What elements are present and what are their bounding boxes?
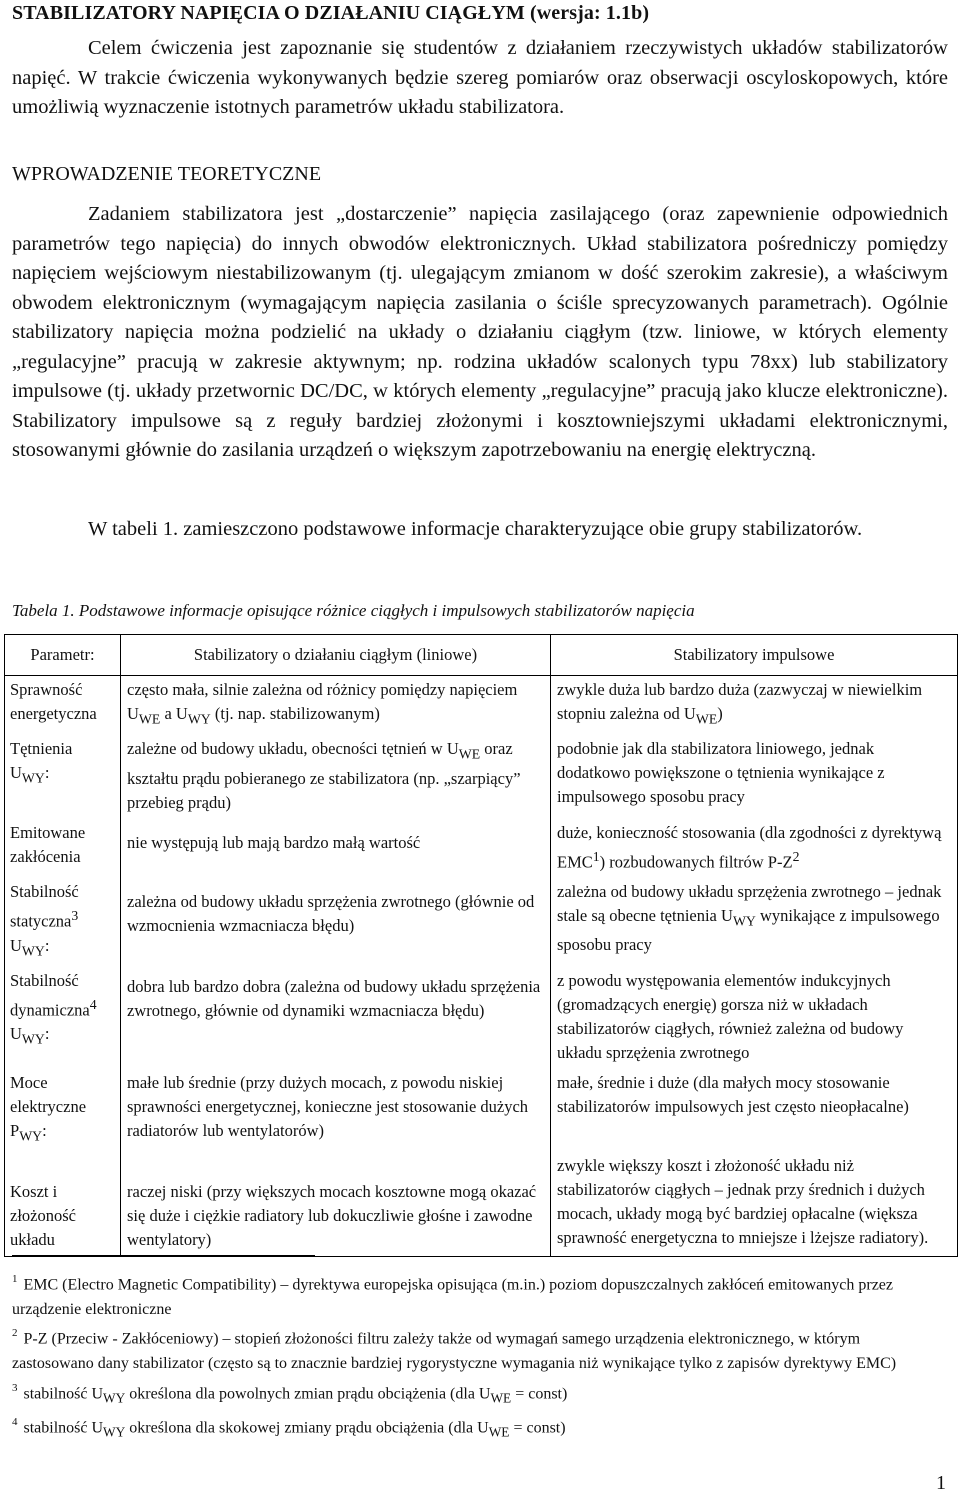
parameter-cell: Stabilność statyczna$^3$ $U_{WY}$: [5, 878, 121, 967]
table-row [5, 967, 958, 1069]
table-row [5, 1069, 958, 1152]
table-row [5, 819, 958, 879]
switching-cell: zwykle duża lub bardzo duża (zazwyczaj w niewielkim stopniu zależna od $U_{WE}$) [551, 676, 958, 736]
linear-cell: nie występują lub mają bardzo małą wartość [121, 819, 551, 879]
parameter-cell: Emitowane zakłócenia [5, 819, 121, 879]
table-caption: Tabela 1. Podstawowe informacje opisujące różnice ciągłych i impulsowych stabilizatorów napięcia [12, 601, 695, 620]
table-row [5, 735, 958, 818]
parameter-cell: Stabilność dynamiczna$^4$ $U_{WY}$: [5, 967, 121, 1069]
header-parameter: Parametr: [5, 635, 121, 676]
table-reference-paragraph [12, 515, 948, 545]
linear-cell: często mała, silnie zależna od różnicy pomiędzy napięciem $U_{WE}$ a $U_{WY}$ (tj. nap. stabilizowanym) [121, 676, 551, 736]
theory-paragraph [12, 200, 948, 466]
parameter-cell: Tętnienia $U_{WY}$: [5, 735, 121, 818]
switching-cell: z powodu występowania elementów indukcyjnych (gromadzących energię) gorsza niż w układach stabilizatorów ciągłych, również zależna od budowy układu sprzężenia zwrotnego [551, 967, 958, 1069]
linear-cell: dobra lub bardzo dobra (zależna od budowy układu sprzężenia zwrotnego, głównie od dynamiki wzmacniacza błędu) [121, 967, 551, 1069]
footnote: $^1$ EMC (Electro Magnetic Compatibility) – dyrektywa europejska opisująca (m.in.) poziom dopuszczalnych zakłóceń emitowanych przez urządzenie elektroniczne [12, 1273, 893, 1318]
theory-text: Zadaniem stabilizatora jest „dostarczenie” napięcia zasilającego (oraz zapewnienie odpowiednich parametrów tego napięcia) do innych obwodów elektronicznych. Układ stabilizatora pośredniczy pomiędzy napięciem wejściowym niestabilizowanym (tj. ulegającym zmianom w dość szerokim zakresie), a właściwym obwodem elektronicznym (wymagającym napięcia zasilania o ściśle sprecyzowanych parametrach). Ogólnie stabilizatory napięcia można podzielić na układy o działaniu ciągłym (tzw. liniowe, w których elementy „regulacyjne” pracują w zakresie aktywnym; np. rodzina układów scalonych typu 78xx) lub stabilizatory impulsowe (tj. układy przetwornic DC/DC, w których elementy „regulacyjne” pracują jako klucze elektroniczne). Stabilizatory impulsowe są z reguły bardziej złożonymi i kosztowniejszymi układami elektronicznymi, stosowanymi głównie do zasilania urządzeń o większym zapotrzebowaniu na energię elektryczną. [12, 203, 948, 461]
switching-cell: małe, średnie i duże (dla małych mocy stosowanie stabilizatorów impulsowych jest często nieopłacalne) [551, 1069, 958, 1152]
switching-cell: podobnie jak dla stabilizatora liniowego, jednak dodatkowo powiększone o tętnienia wynikające z impulsowego sposobu pracy [551, 735, 958, 818]
linear-cell: zależna od budowy układu sprzężenia zwrotnego (głównie od wzmocnienia wzmacniacza błędu) [121, 878, 551, 967]
footnotes [12, 1268, 932, 1445]
page-number: 1 [936, 1472, 946, 1494]
intro-paragraph [12, 34, 948, 123]
linear-cell: zależne od budowy układu, obecności tętnień w $U_{WE}$ oraz kształtu prądu pobieranego ze stabilizatora (np. „szarpiący” przebieg prądu) [121, 735, 551, 818]
footnote: $^3$ stabilność $U_{WY}$ określona dla powolnych zmian prądu obciążenia (dla $U_{WE}$ = const) [12, 1381, 568, 1406]
section-heading: WPROWADZENIE TEORETYCZNE [12, 163, 322, 185]
switching-cell: zwykle większy koszt i złożoność układu niż stabilizatorów ciągłych – jednak przy średnich i dużych mocach, układy mogą być bardziej opłacalne (większa sprawność energetyczna to mniejsze i lżejsze radiatory). [551, 1152, 958, 1257]
header-linear: Stabilizatory o działaniu ciągłym (liniowe) [121, 635, 551, 676]
footnote: $^4$ stabilność $U_{WY}$ określona dla skokowej zmiany prądu obciążenia (dla $U_{WE}$ = const) [12, 1415, 566, 1440]
footnote-divider [12, 1255, 315, 1256]
intro-text: Celem ćwiczenia jest zapoznanie się studentów z działaniem rzeczywistych układów stabilizatorów napięć. W trakcie ćwiczenia wykonywanych będzie szereg pomiarów oraz obserwacji oscyloskopowych, które umożliwią wyznaczenie istotnych parametrów układu stabilizatora. [12, 37, 948, 118]
table-reference-text: W tabeli 1. zamieszczono podstawowe informacje charakteryzujące obie grupy stabilizatorów. [88, 518, 863, 540]
switching-cell: duże, konieczność stosowania (dla zgodności z dyrektywą EMC$^1$) rozbudowanych filtrów $P-Z^2$ [551, 819, 958, 879]
table-row [5, 676, 958, 736]
header-switching: Stabilizatory impulsowe [551, 635, 958, 676]
footnote: $^2$ P-Z (Przeciw - Zakłóceniowy) – stopień złożoności filtru zależy także od wymagań samego urządzenia elektronicznego, w którym zastosowano dany stabilizator (często są to znacznie bardziej rygorystyczne wymagania niż wynikające tylko z zapisów dyrektywy EMC) [12, 1327, 897, 1373]
parameter-cell: Moce elektryczne $P_{WY}$: [5, 1069, 121, 1152]
table-row [5, 878, 958, 967]
document-title: STABILIZATORY NAPIĘCIA O DZIAŁANIU CIĄGŁYM (wersja: 1.1b) [12, 2, 650, 24]
table-row [5, 1152, 958, 1257]
table-header-row [5, 635, 958, 676]
linear-cell: małe lub średnie (przy dużych mocach, z powodu niskiej sprawności energetycznej, konieczne jest stosowanie dużych radiatorów lub wentylatorów) [121, 1069, 551, 1152]
comparison-table [4, 634, 958, 1257]
parameter-cell: Sprawność energetyczna [5, 676, 121, 736]
linear-cell: raczej niski (przy większych mocach kosztowne mogą okazać się duże i ciężkie radiatory lub dokuczliwie głośne i zawodne wentylatory) [121, 1152, 551, 1257]
switching-cell: zależna od budowy układu sprzężenia zwrotnego – jednak stale są obecne tętnienia $U_{WY}$ wynikające z impulsowego sposobu pracy [551, 878, 958, 967]
parameter-cell: Koszt i złożoność układu [5, 1152, 121, 1257]
